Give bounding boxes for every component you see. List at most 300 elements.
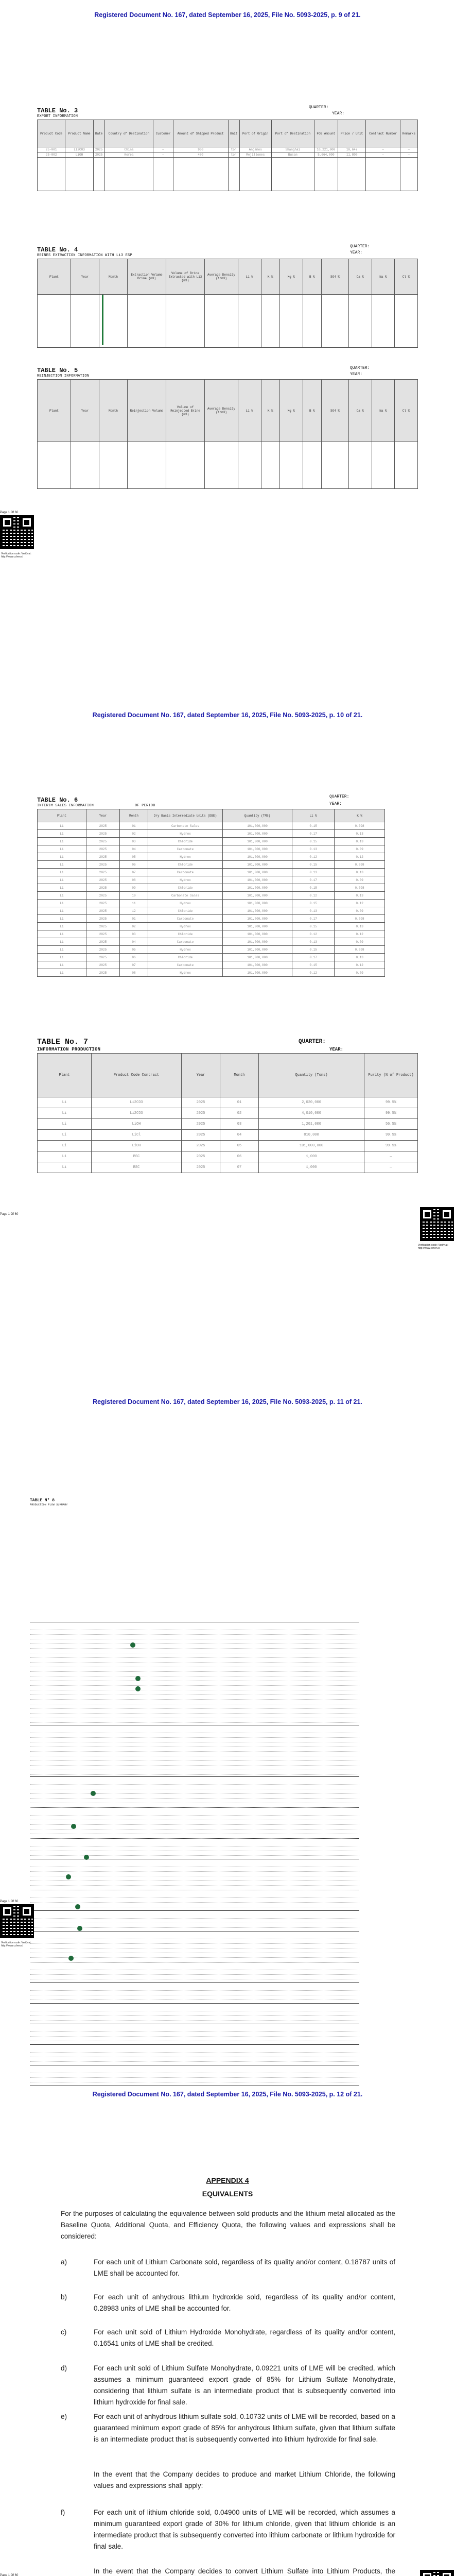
flow-row [30, 1678, 359, 1681]
table-row [38, 853, 385, 861]
table-cell: 03 [120, 930, 148, 938]
table3-col: FOB Amount [314, 120, 338, 147]
qr-caption: Verification code: Verify at: http://www.cchen.cl [1, 552, 31, 558]
flow-row [30, 1744, 359, 1747]
table6-col: K % [335, 809, 385, 822]
table-cell: 810,000 [259, 1130, 364, 1141]
flow-row [30, 1967, 359, 1970]
table-cell: 5,664,000 [314, 152, 338, 158]
table6-year-label: YEAR: [329, 802, 342, 806]
flow-row [30, 1976, 359, 1979]
table3-col: Product Name [65, 120, 93, 147]
table-cell: Carbonate [148, 961, 223, 969]
table-cell: 101,000,000 [223, 946, 292, 954]
table-cell: 07 [120, 869, 148, 876]
item-text: For each unit sold of Lithium Hydroxide Monohydrate, regardless of its quality and/or content, 0.16541 units of LME shall be credited. [94, 2328, 395, 2347]
table-cell: 09 [120, 884, 148, 892]
table4-col: Na % [372, 259, 395, 295]
table-cell: 04 [220, 1130, 259, 1141]
table-cell: Li [38, 884, 86, 892]
flow-row [30, 1772, 359, 1775]
table-cell: 56.5% [364, 1119, 418, 1130]
table4-subtitle: BRINES EXTRACTION INFORMATION WITH Li3 ESP [37, 253, 132, 258]
flow-row [30, 2033, 359, 2037]
appendix-heading: EQUIVALENTS [202, 2190, 253, 2198]
table7-col: Month [220, 1054, 259, 1097]
flow-row [30, 1706, 359, 1709]
table-cell: 06 [120, 861, 148, 869]
table-cell: 0.09 [335, 938, 385, 946]
table-cell: 0.13 [335, 954, 385, 961]
item-text: For each unit of Lithium Carbonate sold, regardless of its quality and/or content, 0.18787 units of LME shall be accounted for. [94, 2258, 395, 2277]
table3-col: Product Code [38, 120, 65, 147]
table-cell: 0.17 [292, 876, 335, 884]
flow-row [30, 1812, 359, 1816]
table-cell: 101,000,000 [223, 969, 292, 977]
table-cell: 10,221,000 [314, 147, 338, 152]
status-badge-icon [135, 1686, 141, 1691]
table5-col: Month [99, 380, 128, 442]
table6-header-row [38, 809, 385, 822]
flow-row [30, 1636, 359, 1639]
table-cell: 2025 [86, 830, 120, 838]
table-row [38, 900, 385, 907]
table4-col: B % [303, 259, 321, 295]
table-cell: — [153, 147, 173, 152]
table-cell: Li [38, 861, 86, 869]
qr-caption: Verification code: Verify at: http://www.cchen.cl [418, 1244, 448, 1250]
sulfate-note: In the event that the Company decides to convert Lithium Sulfate into Lithium Products, the [94, 2567, 395, 2575]
table5-col: Ca % [348, 380, 372, 442]
table6-col: Li % [292, 809, 335, 822]
table-cell: 06 [120, 954, 148, 961]
table-cell: 2025 [182, 1097, 220, 1108]
flow-row [30, 1997, 359, 2000]
flow-row [30, 2079, 359, 2082]
table4-quarter-label: QUARTER: [350, 244, 370, 249]
table3-col: Port of Origin [239, 120, 271, 147]
table-cell: 99.5% [364, 1130, 418, 1141]
flow-row [30, 1730, 359, 1733]
flow-row [30, 1659, 359, 1663]
table-cell: 2025 [182, 1151, 220, 1162]
table7-col: Plant [38, 1054, 92, 1097]
table-cell: 0.13 [335, 923, 385, 930]
table-cell: 101,000,000 [223, 838, 292, 845]
table-row [38, 1119, 418, 1130]
table-cell: Hydrox [148, 876, 223, 884]
table-row [38, 961, 385, 969]
flow-row [30, 1900, 359, 1903]
table-cell: 02 [120, 830, 148, 838]
flow-row [30, 1945, 359, 1948]
table-cell: 08 [120, 969, 148, 977]
table-row [38, 892, 385, 900]
table-cell: Li [38, 845, 86, 853]
table-cell: 101,000,000 [223, 915, 292, 923]
table-cell: 4,010,000 [259, 1108, 364, 1119]
table8-subtitle: PRODUCTION FLOW SUMMARY [30, 1503, 68, 1506]
status-badge-icon [66, 1874, 71, 1879]
flow-row [30, 2038, 359, 2041]
table-row [38, 884, 385, 892]
table-cell: Li2CO3 [92, 1097, 182, 1108]
page-label: Page 1 Of 60 [0, 2574, 19, 2576]
table-cell: Chloride [148, 838, 223, 845]
table-row [38, 295, 418, 348]
flow-row [30, 1831, 359, 1834]
table-cell: Li [38, 1130, 92, 1141]
table-cell: 2025 [86, 884, 120, 892]
table-cell: 101,000,000 [223, 884, 292, 892]
flow-row [30, 1655, 359, 1658]
table-cell: Carbonate Sales [148, 892, 223, 900]
item-text: For each unit sold of Lithium Sulfate Monohydrate, 0.09221 units of LME will be credited, which assumes a minimum guaranteed export grade of 85% for Lithium Sulfate Monohydrate, considering that lithium sulfate is an intermediate product that is subsequently converted into lithium hydroxide for final sale. [94, 2364, 395, 2406]
page-label: Page 1 Of 60 [0, 1900, 19, 1903]
table-cell: 05 [220, 1141, 259, 1151]
flow-row [30, 1941, 359, 1944]
table5-year-label: YEAR: [350, 372, 363, 377]
item-key: f) [61, 2509, 65, 2516]
flow-row [30, 1791, 359, 1794]
table4-col: Month [99, 259, 128, 295]
table-row [38, 861, 385, 869]
table-cell: 0.15 [292, 923, 335, 930]
table-cell: 0.15 [292, 884, 335, 892]
table-cell: 2025 [86, 938, 120, 946]
table-cell: Li [38, 892, 86, 900]
table5-col: Na % [372, 380, 395, 442]
table-cell: — [366, 147, 400, 152]
flow-row [30, 1739, 359, 1742]
table-cell: Shanghai [272, 147, 314, 152]
table3-header-row [38, 120, 418, 147]
appendix-title: APPENDIX 4 [206, 2176, 249, 2184]
table-cell: Li [38, 1151, 92, 1162]
table-cell: 0.09 [335, 969, 385, 977]
table-row [38, 938, 385, 946]
table-cell: Li [38, 969, 86, 977]
table-cell: 0.09 [335, 845, 385, 853]
table6-col: Month [120, 809, 148, 822]
table5-col: K % [261, 380, 279, 442]
qr-code-icon [1, 516, 33, 548]
flow-row [30, 1826, 359, 1829]
table-cell: 101,000,000 [223, 869, 292, 876]
table-cell: 0.098 [335, 861, 385, 869]
table-cell: 2025 [182, 1130, 220, 1141]
table5-col: Year [71, 380, 99, 442]
table-cell: 2025 [182, 1141, 220, 1151]
table4-col: Extraction Volume Brine (m3) [128, 259, 166, 295]
table-cell: 1,000 [259, 1162, 364, 1173]
status-badge-icon [68, 1956, 74, 1961]
flow-row [30, 1710, 359, 1714]
table-cell: 0.13 [292, 938, 335, 946]
table7-col: Purity (% of Product) [364, 1054, 418, 1097]
table5-subtitle: REINJECTION INFORMATION [37, 374, 90, 378]
table3-subtitle: EXPORT INFORMATION [37, 114, 78, 118]
table-cell: 0.12 [292, 853, 335, 861]
flow-row [30, 1800, 359, 1803]
table-row [38, 869, 385, 876]
table-cell: LiOH [92, 1119, 182, 1130]
table-cell: 11 [120, 900, 148, 907]
table-cell: 0.15 [292, 822, 335, 830]
table-cell: Li2CO3 [65, 147, 93, 152]
table-cell: 03 [120, 838, 148, 845]
table-cell: BSC [92, 1162, 182, 1173]
flow-row [30, 1701, 359, 1704]
table-cell: 2025 [86, 954, 120, 961]
table4-col: Year [71, 259, 99, 295]
table-cell: Li [38, 946, 86, 954]
item-key: b) [61, 2293, 67, 2301]
flow-row [30, 1715, 359, 1718]
table7-quarter-label: QUARTER: [299, 1039, 326, 1045]
flow-row [30, 1786, 359, 1789]
table-row [38, 907, 385, 915]
table6-col: Dry Basis Intermediate Units (DBE) [148, 809, 223, 822]
qr-code-icon [1, 1905, 33, 1937]
table3-title: TABLE No. 3 [37, 107, 78, 114]
flow-row [30, 1735, 359, 1738]
status-badge-icon [130, 1642, 135, 1648]
chloride-note: In the event that the Company decides to produce and market Lithium Chloride, the following values and expressions shall apply: [94, 2470, 395, 2489]
table6-subtitle2: OF PERIOD [135, 804, 155, 808]
table-cell: 0.13 [335, 830, 385, 838]
table-row [38, 830, 385, 838]
table-cell: 2025 [86, 876, 120, 884]
table3-col: Port of Destination [272, 120, 314, 147]
table-cell: Chloride [148, 861, 223, 869]
table4-title: TABLE No. 4 [37, 246, 78, 253]
table-row [38, 969, 385, 977]
page-label: Page 1 Of 60 [0, 1213, 19, 1216]
table-cell: Carbonate [148, 869, 223, 876]
table4 [37, 259, 418, 348]
table6 [37, 809, 385, 977]
table-cell: 2025 [86, 900, 120, 907]
item-key: e) [61, 2413, 67, 2420]
table-cell: 2025 [182, 1108, 220, 1119]
table-cell: 02 [220, 1108, 259, 1119]
flow-row [30, 1720, 359, 1723]
table-cell: 12 [120, 907, 148, 915]
table-cell: 0.12 [335, 930, 385, 938]
table-row [38, 1097, 418, 1108]
flow-row [30, 1627, 359, 1630]
table-cell: 2,020,000 [259, 1097, 364, 1108]
table5-col: Volume of Reinjected Brine (m3) [166, 380, 205, 442]
table3-year-label: YEAR: [332, 111, 345, 116]
table5-col: Reinjection Volume [128, 380, 166, 442]
table-cell: LiCl [92, 1130, 182, 1141]
table-cell: Carbonate [148, 938, 223, 946]
flow-row [30, 1992, 359, 1995]
table-cell: Carbonate Sales [148, 822, 223, 830]
table-cell: Chloride [148, 884, 223, 892]
table-cell: 02 [120, 923, 148, 930]
flow-row [30, 1632, 359, 1635]
table3-col: Customer [153, 120, 173, 147]
table-row [38, 876, 385, 884]
table-row [38, 845, 385, 853]
table-cell: Li [38, 930, 86, 938]
table-cell: Li [38, 954, 86, 961]
table-cell: LiOH [92, 1141, 182, 1151]
table6-col: Plant [38, 809, 86, 822]
table-cell: — [364, 1151, 418, 1162]
qr-caption: Verification code: Verify at: http://www.cchen.cl [1, 1941, 31, 1947]
table-cell: 2025 [86, 946, 120, 954]
table-cell: 2025 [93, 147, 104, 152]
table-cell: 101,000,000 [223, 892, 292, 900]
table-cell: Li [38, 1108, 92, 1119]
flow-row [30, 1687, 359, 1690]
flow-row [30, 1767, 359, 1770]
table7-year-label: YEAR: [329, 1047, 344, 1052]
flow-row [30, 1864, 359, 1867]
table4-year-label: YEAR: [350, 250, 363, 255]
table-cell: — [153, 152, 173, 158]
page-header-10: Registered Document No. 167, dated September 16, 2025, File No. 5093-2025, p. 10 of 21. [92, 711, 363, 719]
table3-col: Contract Number [366, 120, 400, 147]
table-cell: ton [228, 152, 239, 158]
table-row [38, 923, 385, 930]
flow-row [30, 1873, 359, 1876]
table-cell: 101,000,000 [223, 961, 292, 969]
table-cell: 0.15 [292, 961, 335, 969]
table-cell: — [400, 152, 417, 158]
page-header-12: Registered Document No. 167, dated September 16, 2025, File No. 5093-2025, p. 12 of 21. [92, 2091, 363, 2098]
table-cell: 2025 [86, 930, 120, 938]
table-cell: LiOH [65, 152, 93, 158]
table4-col: Ca % [348, 259, 372, 295]
flow-row [30, 1673, 359, 1676]
section-divider [30, 1982, 359, 1983]
table3-col: Remarks [400, 120, 417, 147]
table-row [38, 946, 385, 954]
table-cell: 0.15 [292, 838, 335, 845]
status-badge-icon [71, 1824, 76, 1829]
table5-title: TABLE No. 5 [37, 367, 78, 374]
table3-quarter-label: QUARTER: [309, 105, 329, 110]
item-text: For each unit of anhydrous lithium sulfate sold, 0.10732 units of LME will be recorded, based on a guaranteed minimum export grade of 85% for anhydrous lithium sulfate, given that lithium sulfate is an intermediate product that is subsequently converted into lithium hydroxide for final sale. [94, 2413, 395, 2443]
table-row [38, 822, 385, 830]
table-cell: 101,000,000 [223, 822, 292, 830]
flow-row [30, 1795, 359, 1799]
table-cell: 2025 [182, 1162, 220, 1173]
section-divider [30, 1910, 359, 1911]
table8-title: TABLE N° 8 [30, 1498, 55, 1503]
table-cell: 0.17 [292, 830, 335, 838]
table-cell: Busan [272, 152, 314, 158]
table-cell: 960 [173, 147, 228, 152]
flow-row [30, 1817, 359, 1820]
item-key: c) [61, 2328, 67, 2336]
table-cell: 0.15 [292, 946, 335, 954]
table-cell: 05 [120, 853, 148, 861]
status-badge-icon [91, 1791, 96, 1796]
table4-col: Plant [38, 259, 71, 295]
table-cell: Li [38, 876, 86, 884]
flow-row [30, 1916, 359, 1919]
table-cell: 2025 [86, 869, 120, 876]
table-cell: 06 [220, 1151, 259, 1162]
flow-row [30, 1782, 359, 1785]
table-cell: 0.13 [335, 838, 385, 845]
table3 [37, 120, 418, 191]
table-cell: 01 [120, 822, 148, 830]
table-cell: 0.15 [292, 900, 335, 907]
table-cell: 2025 [86, 961, 120, 969]
table-cell: 0.09 [335, 907, 385, 915]
table-cell: Angamos [239, 147, 271, 152]
appendix-intro: For the purposes of calculating the equivalence between sold products and the lithium metal allocated as the Baseline Quota, Additional Quota, and Efficiency Quota, the following values and expressions shall be considered: [61, 2210, 395, 2240]
table-cell: 2025 [86, 838, 120, 845]
flow-row [30, 1988, 359, 1991]
table-cell: 101,000,000 [223, 938, 292, 946]
table-cell: 99.5% [364, 1141, 418, 1151]
table6-subtitle: INTERIM SALES INFORMATION [37, 804, 94, 808]
table-cell: 0.13 [292, 907, 335, 915]
flow-row [30, 2070, 359, 2073]
status-badge-icon [84, 1855, 89, 1860]
table-cell: 07 [120, 961, 148, 969]
table-cell: 04 [120, 845, 148, 853]
table6-title: TABLE No. 6 [37, 796, 78, 804]
table-cell: 101,000,000 [223, 954, 292, 961]
table-cell: BSC [92, 1151, 182, 1162]
table-row [38, 152, 418, 158]
flow-row [30, 2018, 359, 2021]
table-row [38, 1108, 418, 1119]
flow-row [30, 1650, 359, 1653]
item-text: For each unit of lithium chloride sold, 0.04900 units of LME will be recorded, which assumes a minimum guaranteed export grade of 30% for lithium chloride, given that lithium chloride is an intermediate product that is subsequently converted into lithium carbonate or lithium hydroxide for final sale. [94, 2509, 395, 2550]
table-cell: 01 [120, 915, 148, 923]
table-cell: 2025 [86, 915, 120, 923]
flow-row [30, 1664, 359, 1667]
table-row [38, 1151, 418, 1162]
table-cell: 0.13 [335, 869, 385, 876]
table-cell: 1,201,000 [259, 1119, 364, 1130]
flow-row [30, 1887, 359, 1890]
table7-col: Quantity (Tons) [259, 1054, 364, 1097]
table3-col: Date [93, 120, 104, 147]
table-cell: 0.098 [335, 884, 385, 892]
table-row [38, 915, 385, 923]
flow-row [30, 1805, 359, 1808]
status-badge-icon [135, 1676, 141, 1681]
table-cell: Li [38, 938, 86, 946]
table3-col: Country of Destination [104, 120, 153, 147]
table7 [37, 1053, 418, 1173]
table3-col: Unit [228, 120, 239, 147]
table-cell: 0.13 [292, 845, 335, 853]
table-cell: 2025 [93, 152, 104, 158]
flow-row [30, 1692, 359, 1695]
production-flow-table [30, 1622, 359, 2093]
flow-row [30, 1883, 359, 1886]
flow-row [30, 1669, 359, 1672]
table-cell: Hydrox [148, 853, 223, 861]
table-cell: Chloride [148, 930, 223, 938]
table-cell: 2025 [182, 1119, 220, 1130]
table-cell: Hydrox [148, 946, 223, 954]
table5-col: Cl % [395, 380, 418, 442]
table-row [38, 1141, 418, 1151]
